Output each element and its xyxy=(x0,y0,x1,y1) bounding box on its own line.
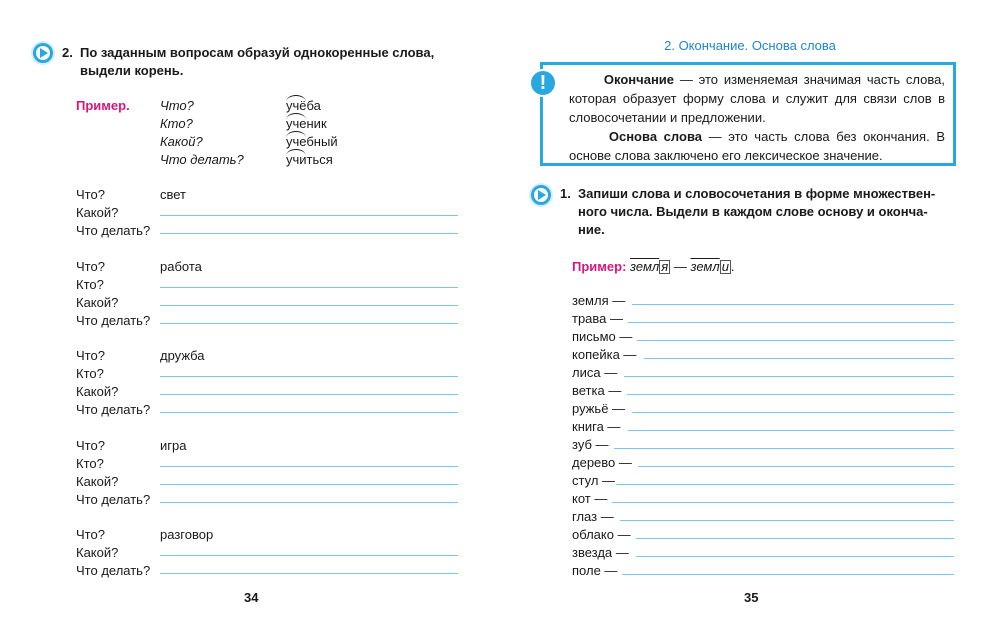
exercise-word: звезда — xyxy=(572,545,629,560)
exercise-word: дерево — xyxy=(572,455,632,470)
answer-line[interactable] xyxy=(644,358,954,359)
task-1-heading: 1. Запиши слова и словосочетания в форме множествен- ного числа. Выдели в каждом слове основу и оконча- ние. xyxy=(560,186,936,237)
answer-line[interactable] xyxy=(160,466,458,467)
example-word: учиться xyxy=(286,152,333,167)
example-question: Что? xyxy=(160,98,194,113)
answer-line[interactable] xyxy=(160,573,458,574)
exercise-word: копейка — xyxy=(572,347,637,362)
question-label: Какой? xyxy=(76,474,119,489)
answer-line[interactable] xyxy=(160,305,458,306)
answer-line[interactable] xyxy=(632,412,954,413)
question-label: Кто? xyxy=(76,277,104,292)
question-label: Какой? xyxy=(76,545,119,560)
answer-line[interactable] xyxy=(160,287,458,288)
answer-line[interactable] xyxy=(628,430,954,431)
question-label: Что делать? xyxy=(76,492,151,507)
given-word: работа xyxy=(160,259,202,274)
exercise-word: стул — xyxy=(572,473,616,488)
rule-box xyxy=(540,62,956,166)
answer-line[interactable] xyxy=(160,412,458,413)
answer-line[interactable] xyxy=(160,233,458,234)
answer-line[interactable] xyxy=(616,484,954,485)
exercise-word: лиса — xyxy=(572,365,618,380)
answer-line[interactable] xyxy=(620,520,954,521)
answer-line[interactable] xyxy=(637,340,954,341)
exercise-word: ветка — xyxy=(572,383,622,398)
question-label: Какой? xyxy=(76,295,119,310)
question-label: Что? xyxy=(76,259,105,274)
question-label: Что? xyxy=(76,438,105,453)
exercise-word: поле — xyxy=(572,563,618,578)
given-word: игра xyxy=(160,438,187,453)
answer-line[interactable] xyxy=(612,502,954,503)
section-title: 2. Окончание. Основа слова xyxy=(664,38,836,53)
page-number: 34 xyxy=(244,590,259,605)
exercise-word: ружьё — xyxy=(572,401,626,416)
task-2-heading: 2. По заданным вопросам образуй однокоренные слова, выдели корень. xyxy=(62,45,435,78)
question-label: Кто? xyxy=(76,366,104,381)
example-question: Кто? xyxy=(160,116,193,131)
answer-line[interactable] xyxy=(160,502,458,503)
question-label: Что? xyxy=(76,527,105,542)
example-word: учебный xyxy=(286,134,338,149)
question-label: Какой? xyxy=(76,205,119,220)
answer-line[interactable] xyxy=(638,466,954,467)
question-label: Что? xyxy=(76,348,105,363)
exercise-word: книга — xyxy=(572,419,621,434)
question-label: Какой? xyxy=(76,384,119,399)
answer-line[interactable] xyxy=(160,394,458,395)
answer-line[interactable] xyxy=(614,448,954,449)
answer-line[interactable] xyxy=(160,484,458,485)
given-word: свет xyxy=(160,187,187,202)
example-label: Пример. xyxy=(76,98,130,113)
ending: я xyxy=(661,259,669,274)
answer-line[interactable] xyxy=(160,323,458,324)
stem: земл xyxy=(690,259,720,274)
answer-line[interactable] xyxy=(622,574,954,575)
given-word: дружба xyxy=(160,348,205,363)
example-word: ученик xyxy=(286,116,327,131)
rule-paragraph-1: Окончание — это изменяемая значимая часть слова, которая образует форму слова и служит для связи слов в словосочетании и предложении. xyxy=(569,72,945,125)
question-label: Что делать? xyxy=(76,313,151,328)
question-label: Что делать? xyxy=(76,223,151,238)
example-question: Что делать? xyxy=(160,152,244,167)
task-arrow-icon xyxy=(31,41,55,65)
given-word: разговор xyxy=(160,527,214,542)
answer-line[interactable] xyxy=(632,304,954,305)
example-word: учёба xyxy=(286,98,321,113)
answer-line[interactable] xyxy=(624,376,954,377)
answer-line[interactable] xyxy=(627,394,954,395)
exclamation-icon: ! xyxy=(529,69,557,97)
answer-line[interactable] xyxy=(636,538,954,539)
rule-paragraph-2: Основа слова — это часть слова без окончания. В основе слова заключено его лексическое значение. xyxy=(569,129,946,163)
answer-line[interactable] xyxy=(628,322,954,323)
question-label: Что делать? xyxy=(76,563,151,578)
example-question: Какой? xyxy=(160,134,203,149)
exercise-word: облако — xyxy=(572,527,631,542)
exercise-word: глаз — xyxy=(572,509,614,524)
question-label: Что делать? xyxy=(76,402,151,417)
answer-line[interactable] xyxy=(160,215,458,216)
stem: земл xyxy=(630,259,660,274)
answer-line[interactable] xyxy=(636,556,954,557)
exercise-word: трава — xyxy=(572,311,624,326)
page-number: 35 xyxy=(744,590,759,605)
answer-line[interactable] xyxy=(160,376,458,377)
exercise-word: зуб — xyxy=(572,437,609,452)
answer-line[interactable] xyxy=(160,555,458,556)
exercise-word: письмо — xyxy=(572,329,633,344)
question-label: Что? xyxy=(76,187,105,202)
question-label: Кто? xyxy=(76,456,104,471)
exercise-word: кот — xyxy=(572,491,608,506)
exercise-word: земля — xyxy=(572,293,626,308)
example-label: Пример: xyxy=(572,259,627,274)
ending: и xyxy=(721,259,729,274)
right-page xyxy=(500,0,1000,633)
task-arrow-icon xyxy=(529,183,553,207)
example-line: Пример: земл я — земл и . xyxy=(572,259,735,274)
